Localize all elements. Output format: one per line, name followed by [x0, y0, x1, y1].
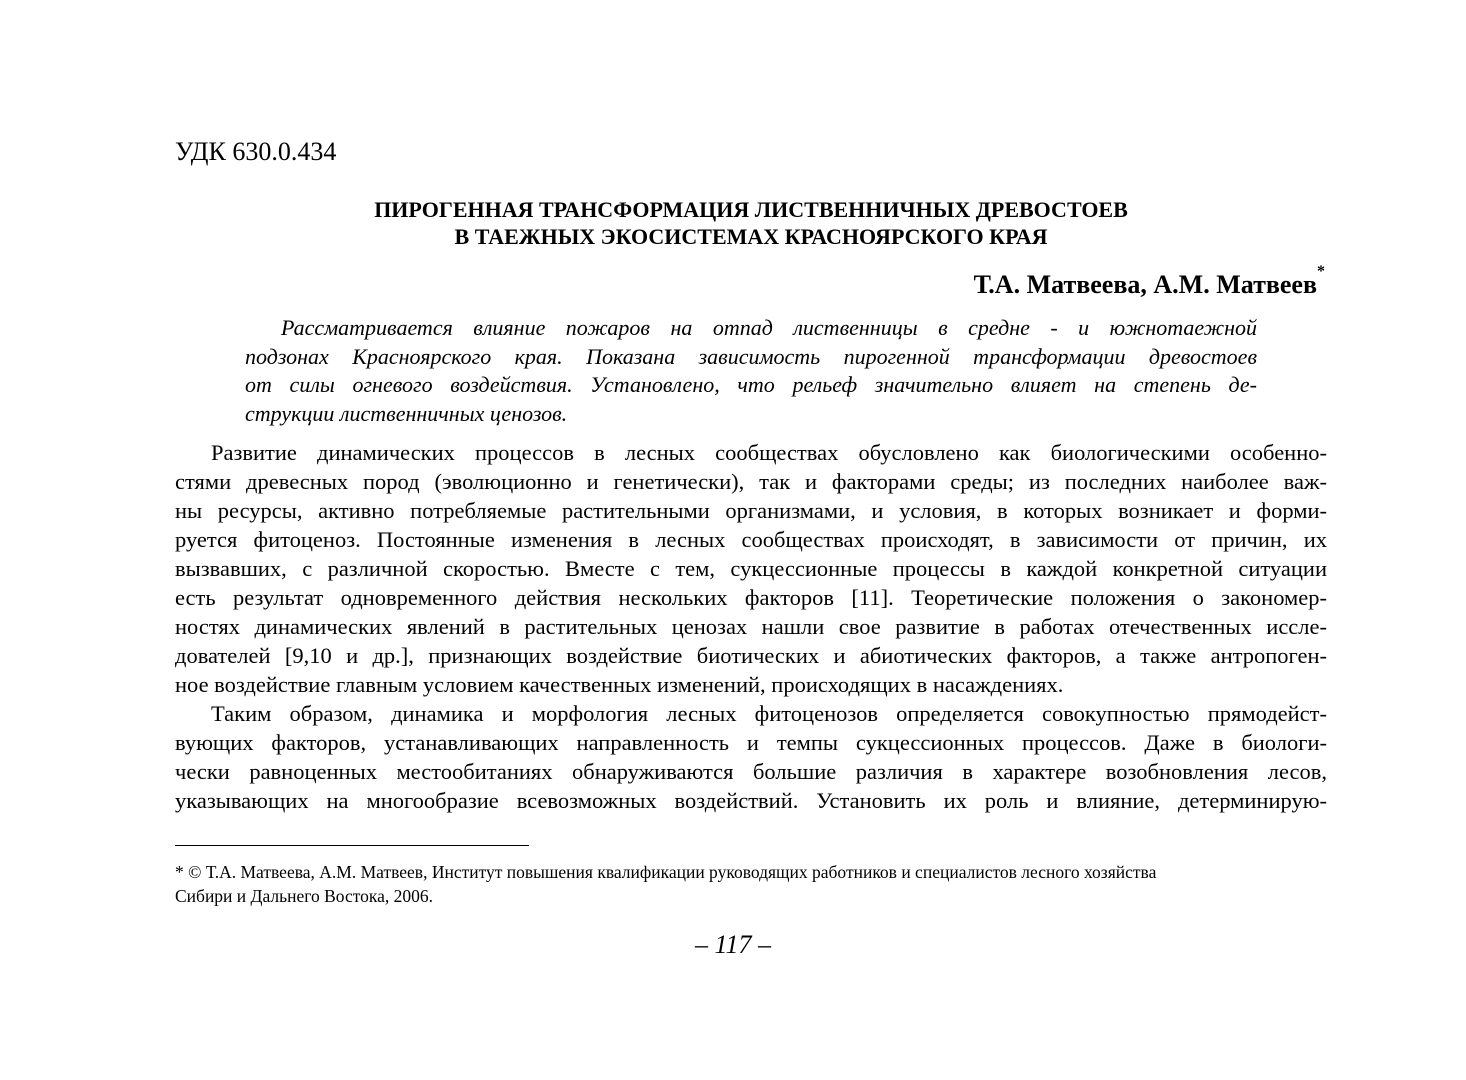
- body-line: вызвавших, с различной скоростью. Вместе с тем, сукцессионные процессы в каждой конкретной ситуации: [175, 556, 1327, 581]
- body-line: дователей [9,10 и др.], признающих воздействие биотических и абиотических факторов, а также антропоген-: [175, 643, 1327, 668]
- abstract-line: струкции лиственничных ценозов.: [245, 400, 568, 426]
- body-line: вующих факторов, устанавливающих направленность и темпы сукцессионных процессов. Даже в биологи-: [175, 730, 1327, 755]
- abstract: [245, 314, 1257, 428]
- abstract-line: подзонах Красноярского края. Показана зависимость пирогенной трансформации древостоев: [245, 343, 1257, 369]
- footnote: [175, 860, 1327, 908]
- body-line: Таким образом, динамика и морфология лесных фитоценозов определяется совокупностью прямодейст-: [211, 701, 1327, 726]
- udc-code: УДК 630.0.434: [175, 137, 337, 166]
- body-line: Развитие динамических процессов в лесных сообществах обусловлено как биологическими особенно-: [211, 440, 1327, 465]
- body-line: руется фитоценоз. Постоянные изменения в лесных сообществах происходят, в зависимости от причин, их: [175, 527, 1327, 552]
- footnote-line: Сибири и Дальнего Востока, 2006.: [175, 886, 434, 906]
- body-line: ностях динамических явлений в растительных ценозах нашли свое развитие в работах отечественных иссле-: [175, 614, 1327, 639]
- paragraph-1: [175, 438, 1327, 699]
- article-title: [175, 196, 1327, 250]
- author-names: Т.А. Матвеева, А.М. Матвеев: [973, 270, 1317, 299]
- authors: [973, 263, 1325, 302]
- body-text: [175, 438, 1327, 815]
- footnote-divider: [175, 845, 529, 846]
- title-line: ПИРОГЕННАЯ ТРАНСФОРМАЦИЯ ЛИСТВЕННИЧНЫХ ДРЕВОСТОЕВ: [374, 197, 1128, 222]
- author-footnote-mark: *: [1317, 263, 1325, 280]
- paragraph-2: [175, 699, 1327, 815]
- abstract-line: от силы огневого воздействия. Установлено, что рельеф значительно влияет на степень де-: [245, 372, 1257, 397]
- body-line: стями древесных пород (эволюционно и генетически), так и факторами среды; из последних наиболее важ-: [175, 469, 1327, 494]
- body-line: есть результат одновременного действия нескольких факторов [11]. Теоретические положения о закономер-: [175, 585, 1327, 610]
- body-line: указывающих на многообразие всевозможных воздействий. Установить их роль и влияние, детерминирую-: [175, 788, 1327, 813]
- body-line: чески равноценных местообитаниях обнаруживаются большие различия в характере возобновления лесов,: [175, 759, 1327, 784]
- abstract-line: Рассматривается влияние пожаров на отпад лиственницы в средне - и южнотаежной: [281, 315, 1257, 340]
- page-number: – 117 –: [694, 930, 772, 959]
- footnote-line: * © Т.А. Матвеева, А.М. Матвеев, Институт повышения квалификации руководящих работников и специалистов лесного хозяйства: [175, 862, 1157, 882]
- body-line: ное воздействие главным условием качественных изменений, происходящих в насаждениях.: [175, 672, 1064, 697]
- body-line: ны ресурсы, активно потребляемые растительными организмами, и условия, в которых возникает и форми-: [175, 498, 1327, 523]
- title-line: В ТАЕЖНЫХ ЭКОСИСТЕМАХ КРАСНОЯРСКОГО КРАЯ: [454, 224, 1048, 249]
